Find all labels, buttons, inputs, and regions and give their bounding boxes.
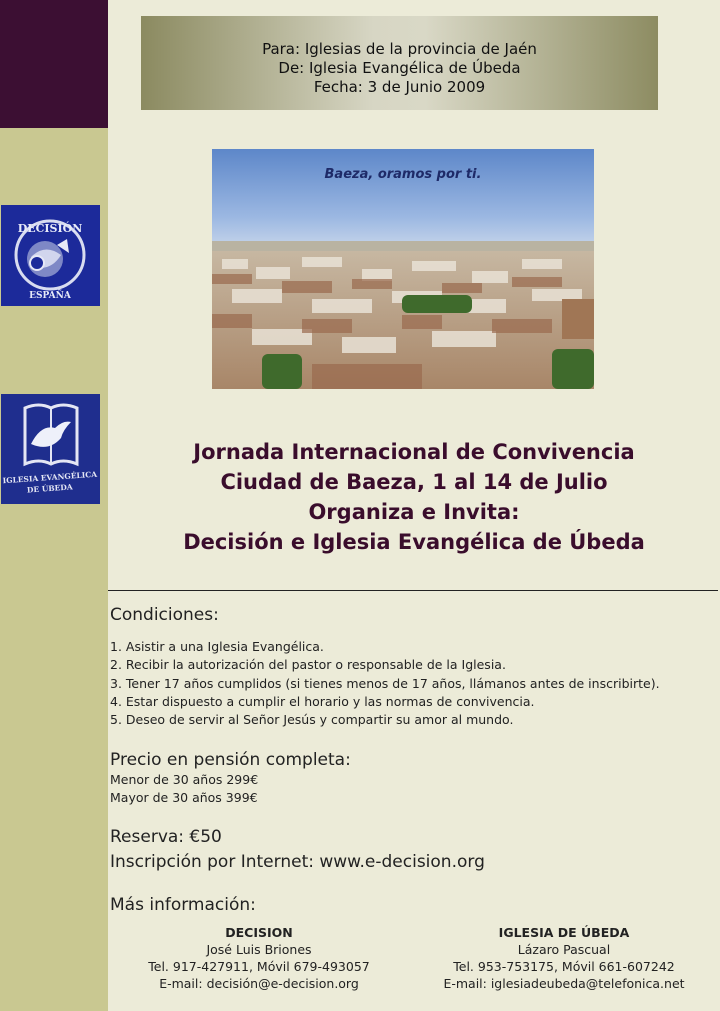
pricing-title: Precio en pensión completa: bbox=[110, 750, 351, 770]
headline-line-3: Organiza e Invita: bbox=[308, 500, 520, 524]
headline-line-2: Ciudad de Baeza, 1 al 14 de Julio bbox=[220, 470, 608, 494]
headline-line-1: Jornada Internacional de Convivencia bbox=[193, 440, 635, 464]
section-divider bbox=[108, 590, 718, 591]
reservation-fee: Reserva: €50 bbox=[110, 827, 222, 847]
conditions-title: Condiciones: bbox=[110, 605, 219, 625]
contact-person: Lázaro Pascual bbox=[517, 942, 611, 957]
contact-name: IGLESIA DE ÚBEDA bbox=[498, 925, 630, 940]
contact-name: DECISION bbox=[225, 925, 293, 940]
event-headline bbox=[108, 437, 720, 557]
contact-email: E-mail: iglesiadeubeda@telefonica.net bbox=[443, 976, 685, 991]
pricing-list bbox=[110, 771, 258, 808]
bible-dove-icon bbox=[1, 394, 100, 504]
decision-logo-text-top: DECISIÓN bbox=[17, 222, 83, 235]
contact-decision bbox=[138, 924, 380, 992]
more-info-title: Más información: bbox=[110, 895, 256, 915]
contact-phone: Tel. 953-753175, Móvil 661-607242 bbox=[453, 959, 675, 974]
decision-espana-logo bbox=[1, 205, 100, 306]
decision-globe-icon bbox=[1, 205, 100, 306]
baeza-city-photo bbox=[212, 149, 594, 389]
contact-person: José Luis Briones bbox=[206, 942, 312, 957]
header-date-line: Fecha: 3 de Junio 2009 bbox=[313, 78, 486, 96]
contact-phone: Tel. 917-427911, Móvil 679-493057 bbox=[148, 959, 370, 974]
condition-item: 5. Deseo de servir al Señor Jesús y compartir su amor al mundo. bbox=[110, 712, 514, 728]
header-from-line: De: Iglesia Evangélica de Úbeda bbox=[278, 59, 521, 77]
contact-iglesia-ubeda bbox=[440, 924, 688, 992]
photo-caption: Baeza, oramos por ti. bbox=[324, 167, 482, 182]
iglesia-ubeda-logo bbox=[1, 394, 100, 504]
condition-item: 4. Estar dispuesto a cumplir el horario y las normas de convivencia. bbox=[110, 693, 535, 709]
price-item: Mayor de 30 años 399€ bbox=[110, 790, 258, 806]
condition-item: 3. Tener 17 años cumplidos (si tienes menos de 17 años, llámanos antes de inscribirte). bbox=[110, 675, 660, 691]
city-panorama-image bbox=[212, 149, 594, 389]
internet-registration: Inscripción por Internet: www.e-decision.org bbox=[110, 852, 485, 872]
letter-header-box bbox=[141, 16, 658, 110]
sidebar-top-block bbox=[0, 0, 108, 128]
headline-line-4: Decisión e Iglesia Evangélica de Úbeda bbox=[183, 530, 645, 554]
header-to-line: Para: Iglesias de la provincia de Jaén bbox=[262, 40, 537, 58]
iglesia-logo-text-2: DE ÚBEDA bbox=[26, 482, 73, 495]
left-sidebar-band bbox=[0, 0, 108, 1011]
price-item: Menor de 30 años 299€ bbox=[110, 772, 259, 787]
conditions-list bbox=[110, 638, 660, 729]
decision-logo-text-bottom: ESPAÑA bbox=[29, 291, 71, 301]
iglesia-logo-text-1: IGLESIA EVANGÉLICA bbox=[2, 469, 98, 486]
condition-item: 2. Recibir la autorización del pastor o responsable de la Iglesia. bbox=[110, 657, 506, 673]
condition-item: 1. Asistir a una Iglesia Evangélica. bbox=[110, 639, 324, 654]
contact-email: E-mail: decisión@e-decision.org bbox=[159, 976, 359, 991]
